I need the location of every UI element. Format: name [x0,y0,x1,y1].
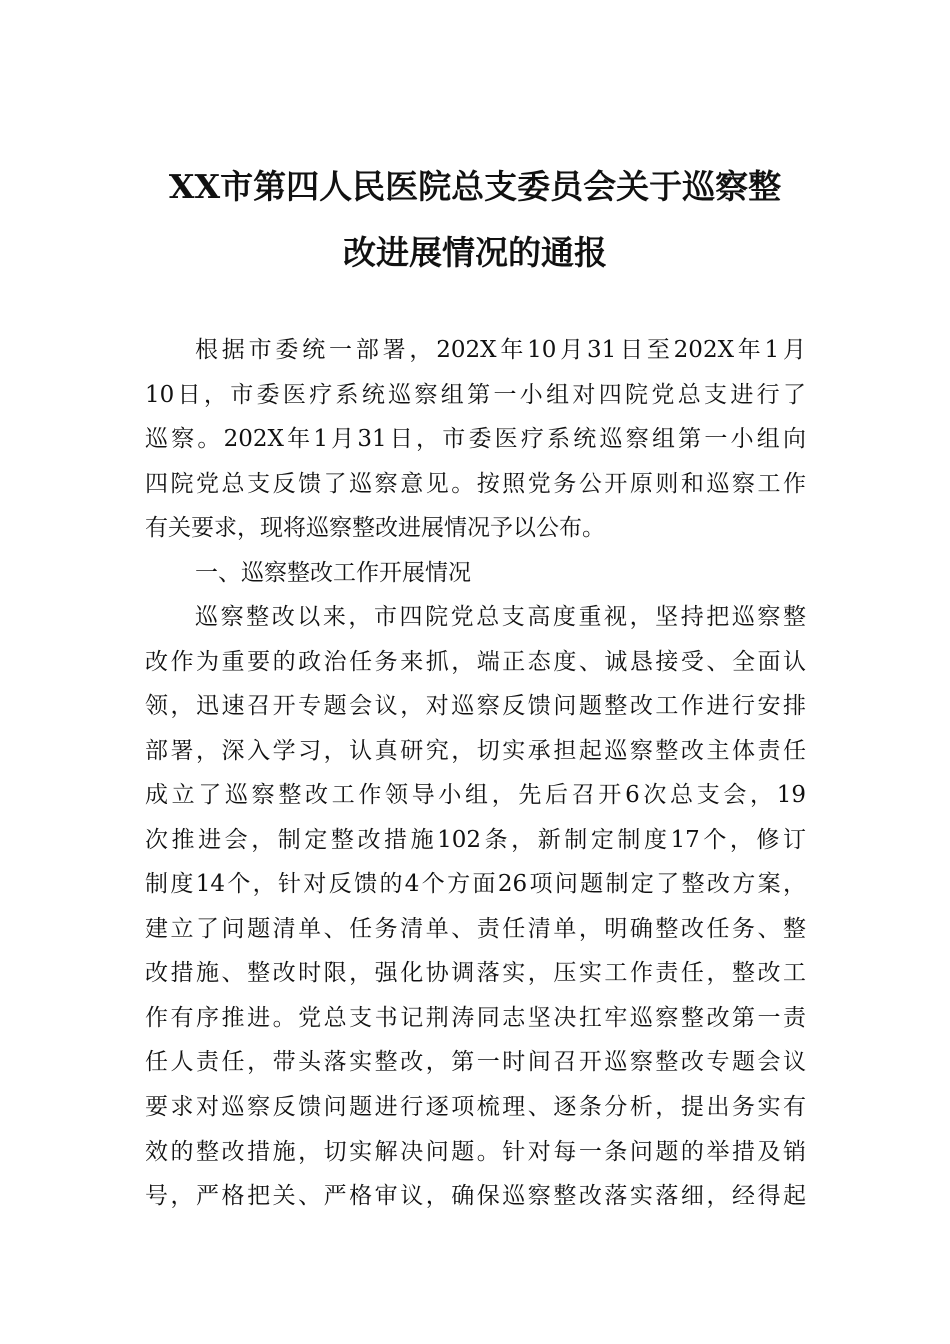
title-line: XX市第四人民医院总支委员会关于巡察整 [168,167,782,206]
text-line: 成立了巡察整改工作领导小组，先后召开6次总支会，19 [145,782,806,808]
title-line: 改进展情况的通报 [343,233,607,272]
text-line: 四院党总支反馈了巡察意见。按照党务公开原则和巡察工作 [145,471,806,497]
text-line: 次推进会，制定整改措施102条，新制定制度17个，修订 [145,827,806,853]
text-line: 建立了问题清单、任务清单、责任清单，明确整改任务、整 [145,916,806,942]
text-line: 巡察。202X年1月31日，市委医疗系统巡察组第一小组向 [145,426,806,452]
text-line: 巡察整改以来，市四院党总支高度重视，坚持把巡察整 [195,604,806,630]
text-line: 号，严格把关、严格审议，确保巡察整改落实落细，经得起 [145,1183,806,1209]
text-line: 改作为重要的政治任务来抓，端正态度、诚恳接受、全面认 [145,649,806,675]
text-line: 10日，市委医疗系统巡察组第一小组对四院党总支进行了 [145,382,806,408]
text-line: 效的整改措施，切实解决问题。针对每一条问题的举措及销 [145,1139,806,1165]
text-line: 作有序推进。党总支书记荆涛同志坚决扛牢巡察整改第一责 [145,1005,806,1031]
text-line: 改措施、整改时限，强化协调落实，压实工作责任，整改工 [145,960,806,986]
text-line: 部署，深入学习，认真研究，切实承担起巡察整改主体责任 [145,738,806,764]
text-line: 领，迅速召开专题会议，对巡察反馈问题整改工作进行安排 [145,693,806,719]
text-line: 制度14个，针对反馈的4个方面26项问题制定了整改方案， [145,871,806,897]
text-line: 有关要求，现将巡察整改进展情况予以公布。 [145,515,605,541]
text-line: 要求对巡察反馈问题进行逐项梳理、逐条分析，提出务实有 [145,1094,806,1120]
section-heading: 一、巡察整改工作开展情况 [195,560,471,586]
text-line: 根据市委统一部署，202X年10月31日至202X年1月 [195,337,806,363]
text-line: 任人责任，带头落实整改，第一时间召开巡察整改专题会议 [145,1049,806,1075]
